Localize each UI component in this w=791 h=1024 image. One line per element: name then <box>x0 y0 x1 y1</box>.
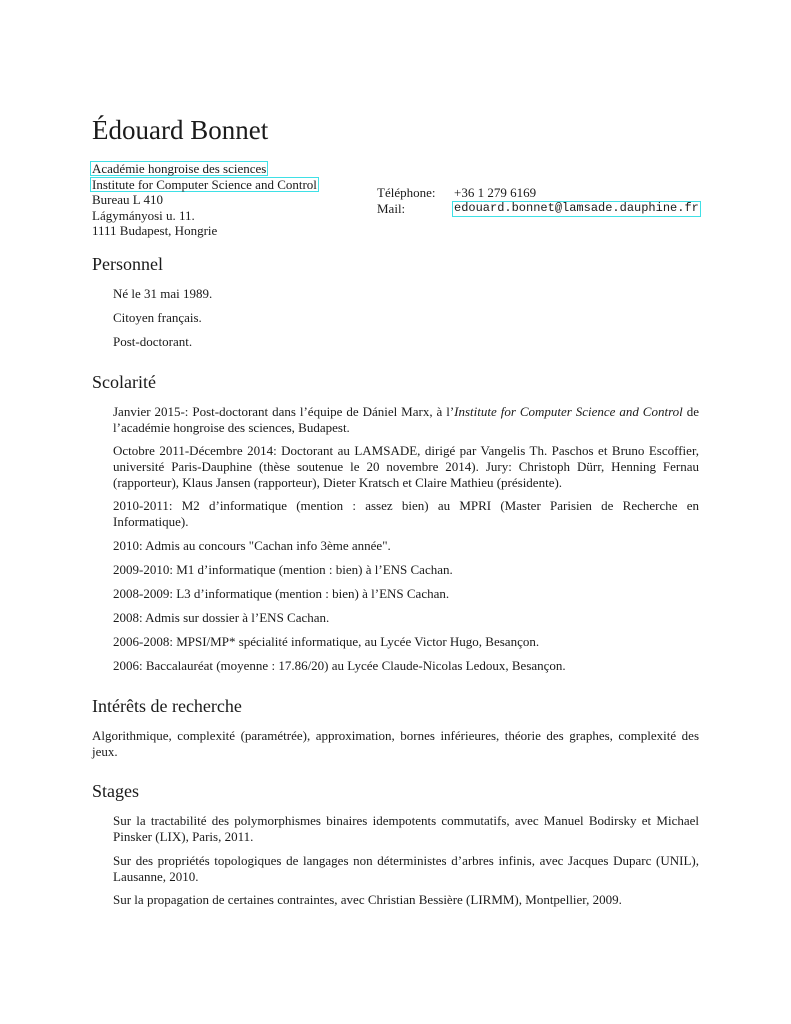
person-name: Édouard Bonnet <box>92 115 269 145</box>
personnel-item-birth: Né le 31 mai 1989. <box>113 286 213 301</box>
research-interests-text: Algorithmique, complexité (paramétrée), approximation, bornes inférieures, théorie des graphes, complexité des jeux. <box>92 728 699 759</box>
city-line: 1111 Budapest, Hongrie <box>92 223 218 239</box>
stage-item-unil: Sur des propriétés topologiques de langages non déterministes d’arbres infinis, avec Jacques Duparc (UNIL), Lausanne, 2010. <box>113 853 699 884</box>
section-title-interets: Intérêts de recherche <box>92 696 242 716</box>
street-line: Lágymányosi u. 11. <box>92 207 195 223</box>
phone-number: +36 1 279 6169 <box>454 185 537 200</box>
section-title-scolarite: Scolarité <box>92 372 156 392</box>
institute-name-italic: Institute for Computer Science and Control <box>454 404 683 419</box>
scolarite-item-l3: 2008-2009: L3 d’informatique (mention : bien) à l’ENS Cachan. <box>113 586 450 601</box>
scolarite-item-postdoc <box>113 404 699 436</box>
stage-item-lirmm: Sur la propagation de certaines contraintes, avec Christian Bessière (LIRMM), Montpellier, 2009. <box>113 892 622 907</box>
contact-block <box>377 185 701 217</box>
email-link[interactable]: edouard.bonnet@lamsade.dauphine.fr <box>454 201 699 215</box>
mail-label: Mail: <box>377 201 406 216</box>
scolarite-item-concours: 2010: Admis au concours "Cachan info 3ème année". <box>113 538 391 553</box>
scolarite-item-doctorat: Octobre 2011-Décembre 2014: Doctorant au LAMSADE, dirigé par Vangelis Th. Paschos et Bruno Escoffier, université Paris-Dauphine (thèse soutenue le 20 novembre 2014). Jury: Christoph Dürr, Henning Fernau (rapporteur), Klaus Jansen (rapporteur), Dieter Kratsch et Claire Mathieu (présidente). <box>113 443 699 490</box>
scolarite-item-prepa: 2006-2008: MPSI/MP* spécialité informatique, au Lycée Victor Hugo, Besançon. <box>113 634 540 649</box>
personnel-item-citizenship: Citoyen français. <box>113 310 202 325</box>
section-title-stages: Stages <box>92 781 139 801</box>
scolarite-item-m2: 2010-2011: M2 d’informatique (mention : assez bien) au MPRI (Master Parisien de Recherche en Informatique). <box>113 498 699 529</box>
scolarite-item-ens-admission: 2008: Admis sur dossier à l’ENS Cachan. <box>113 610 330 625</box>
postdoc-text: Janvier 2015-: Post-doctorant dans l’équipe de Dániel Marx, à l’ <box>113 404 455 419</box>
phone-row <box>377 185 701 201</box>
scolarite-item-m1: 2009-2010: M1 d’informatique (mention : bien) à l’ENS Cachan. <box>113 562 453 577</box>
academy-link[interactable]: Académie hongroise des sciences <box>92 161 267 176</box>
section-title-personnel: Personnel <box>92 254 163 274</box>
stage-item-lix: Sur la tractabilité des polymorphismes binaires idempotents commutatifs, avec Manuel Bodirsky et Michael Pinsker (LIX), Paris, 2011. <box>113 813 699 844</box>
postal-address <box>92 161 319 239</box>
institute-link[interactable]: Institute for Computer Science and Control <box>92 176 317 192</box>
personnel-item-position: Post-doctorant. <box>113 334 193 349</box>
phone-label: Téléphone: <box>377 185 436 200</box>
office-line: Bureau L 410 <box>92 192 163 208</box>
postdoc-tail: de l’académie hongroise des sciences, Budapest. <box>113 404 699 435</box>
scolarite-item-bac: 2006: Baccalauréat (moyenne : 17.86/20) au Lycée Claude-Nicolas Ledoux, Besançon. <box>113 658 566 673</box>
mail-row <box>377 201 701 217</box>
